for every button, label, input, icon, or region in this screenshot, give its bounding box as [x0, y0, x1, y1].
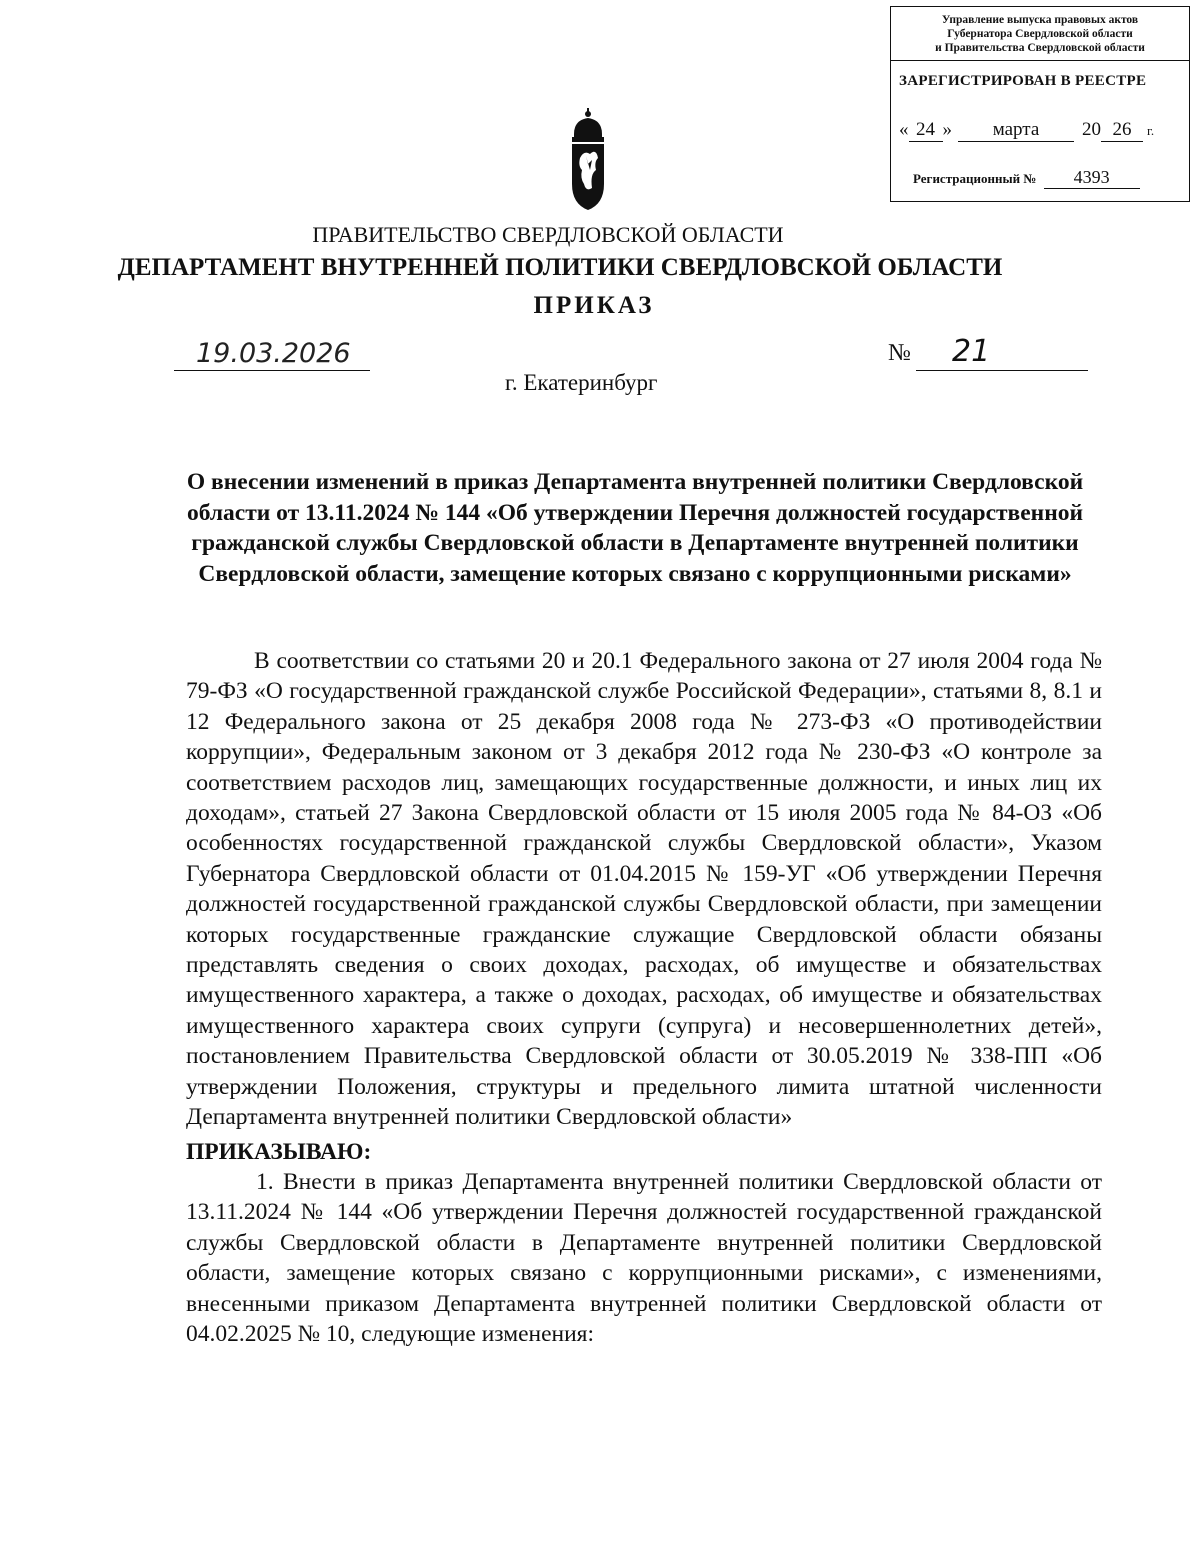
coat-of-arms-icon	[566, 108, 610, 212]
preamble-paragraph: В соответствии со статьями 20 и 20.1 Федерального закона от 27 июля 2004 года № 79-ФЗ «О государственной гражданской службе Российской Федерации», статьями 8, 8.1 и 12 Федерального закона от 25 декабря 2008 года № 273-ФЗ «О противодействии коррупции», Федеральным законом от 3 декабря 2012 года № 230-ФЗ «О контроле за соответствием расходов лиц, замещающих государственные должности, и иных лиц их доходам», статьей 27 Закона Свердловской области от 15 июля 2005 года № 84-ОЗ «Об особенностях государственной гражданской службы Свердловской области», Указом Губернатора Свердловской области от 01.04.2015 № 159-УГ «Об утверждении Перечня должностей государственной гражданской службы Свердловской области, при замещении которых государственные гражданские служащие Свердловской области обязаны представлять сведения о своих доходах, расходах, об имуществе и обязательствах имущественного характера, а также о доходах, расходах, об имуществе и обязательствах имущественного характера своих супруги (супруга) и несовершеннолетних детей», постановлением Правительства Свердловской области от 30.05.2019 № 338-ПП «Об утверждении Положения, структуры и предельного лимита штатной численности Департамента внутренней политики Свердловской области»	[186, 648, 1102, 1131]
registry-date-open: «	[899, 119, 909, 140]
registry-office-line-3: и Правительства Свердловской области	[935, 42, 1145, 54]
registry-year-suffix: 26	[1101, 119, 1143, 142]
registry-month: марта	[958, 119, 1074, 142]
registry-date	[899, 119, 1183, 142]
order-word: ПРИКАЗЫВАЮ:	[186, 1138, 372, 1165]
registry-number-row	[913, 167, 1140, 189]
registry-office	[891, 7, 1189, 61]
order-number-handwritten: 21	[952, 334, 991, 369]
order-body	[186, 646, 1102, 1349]
registry-number: 4393	[1044, 167, 1140, 189]
registry-title: ЗАРЕГИСТРИРОВАН В РЕЕСТРЕ	[899, 73, 1147, 89]
registry-number-label: Регистрационный №	[913, 171, 1037, 186]
registry-office-line-2: Губернатора Свердловской области	[947, 28, 1133, 40]
department-name: ДЕПАРТАМЕНТ ВНУТРЕННЕЙ ПОЛИТИКИ СВЕРДЛОВСКОЙ ОБЛАСТИ	[117, 254, 1003, 281]
registry-day: 24	[909, 119, 943, 142]
order-item-1: 1. Внести в приказ Департамента внутренней политики Свердловской области от 13.11.2024 № 144 «Об утверждении Перечня должностей государственной гражданской службы Свердловской области в Департаменте внутренней политики Свердловской области, замещение которых связано с коррупционными рисками», с изменениями, внесенными приказом Департамента внутренней политики Свердловской области от 04.02.2025 № 10, следующие изменения:	[186, 1168, 1102, 1347]
registry-office-line-1: Управление выпуска правовых актов	[941, 14, 1139, 26]
order-date-handwritten: 19.03.2026	[196, 338, 351, 369]
city: г. Екатеринбург	[505, 370, 658, 395]
order-number-field	[916, 336, 1088, 371]
document-type: ПРИКАЗ	[533, 292, 655, 319]
registry-stamp	[890, 6, 1190, 202]
order-date-field	[174, 336, 370, 371]
government-name: ПРАВИТЕЛЬСТВО СВЕРДЛОВСКОЙ ОБЛАСТИ	[312, 222, 784, 247]
order-subject: О внесении изменений в приказ Департамента внутренней политики Свердловской области от 13.11.2024 № 144 «Об утверждении Перечня должностей государственной гражданской службы Свердловской области в Департаменте внутренней политики Свердловской области, замещение которых связано с коррупционными рисками»	[186, 469, 1084, 587]
registry-year-unit: г.	[1147, 123, 1155, 138]
order-number-label: №	[888, 340, 911, 366]
registry-date-mid: »	[942, 119, 952, 140]
registry-year-prefix: 20	[1082, 119, 1101, 140]
